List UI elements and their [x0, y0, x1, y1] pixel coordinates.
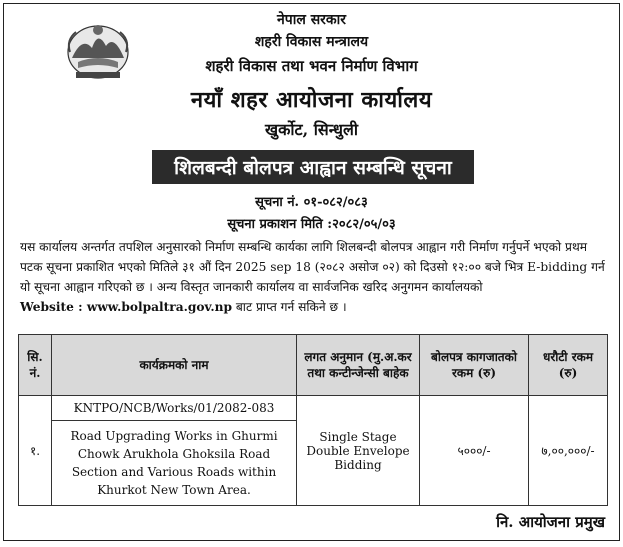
cell-deposit: ७,००,०००/- — [529, 396, 608, 506]
header-cost: लगत अनुमान (मु.अ.कर तथा कन्टीन्जेन्सी बाहेक — [297, 335, 420, 396]
body-line-3: यो सूचना आह्वान गरिएको छ । अन्य विस्तृत जानकारी कार्यालय वा सार्वजनिक खरिद अनुगमन कार्यालयको — [20, 280, 483, 294]
cell-doc-fee: ५०००/- — [420, 396, 529, 506]
office-name: नयाँ शहर आयोजना कार्यालय — [190, 87, 433, 113]
body-line-4 — [20, 297, 608, 317]
ministry-name: शहरी विकास मन्त्रालय — [254, 34, 369, 50]
cell-sn: १. — [19, 396, 52, 506]
department-name: शहरी विकास तथा भवन निर्माण विभाग — [205, 57, 418, 75]
header-sn: सि. नं. — [19, 335, 52, 396]
notice-document — [3, 3, 620, 541]
notice-title-banner: शिलबन्दी बोलपत्र आह्वान सम्बन्धि सूचना — [152, 150, 474, 184]
body-line-2: पटक सूचना प्रकाशित भएको मितिले ३१ औं दिन 2025 sep 18 (२०८२ असोज ०२) को दिउसो १२:०० बजे भित्र E-bidding गर्न — [20, 260, 605, 274]
office-location: खुर्कोट, सिन्धुली — [265, 120, 358, 139]
government-name: नेपाल सरकार — [276, 12, 346, 28]
work-reference: KNTPO/NCB/Works/01/2082-083 — [52, 396, 296, 421]
body-line-1: यस कार्यालय अन्तर्गत तपशिल अनुसारको निर्माण सम्बन्धि कार्यका लागि शिलबन्दी बोलपत्र आह्वान गरी निर्माण गर्नुपर्ने भएको प्रथम — [20, 240, 588, 254]
signatory: नि. आयोजना प्रमुख — [496, 513, 605, 531]
table-row — [19, 396, 608, 506]
website-link[interactable]: Website : www.bolpaltra.gov.np — [20, 300, 232, 314]
notice-body — [20, 237, 608, 317]
header-program: कार्यक्रमको नाम — [52, 335, 297, 396]
header-deposit: धरौटी रकम (रु) — [529, 335, 608, 396]
cell-program — [52, 396, 297, 506]
header-doc-fee: बोलपत्र कागजातको रकम (रु) — [420, 335, 529, 396]
work-name: Road Upgrading Works in Ghurmi Chowk Arukhola Ghoksila Road Section and Various Roads within Khurkot New Town Area. — [70, 429, 278, 497]
bid-table — [18, 334, 608, 506]
body-line-4-rest: बाट प्राप्त गर्न सकिने छ । — [231, 300, 347, 314]
cell-method: Single Stage Double Envelope Bidding — [297, 396, 420, 506]
notice-number: सूचना नं. ०१-०८२/०८३ — [255, 195, 368, 210]
publish-date: सूचना प्रकाशन मिति :२०८२/०५/०३ — [227, 217, 396, 232]
table-header-row — [19, 335, 608, 396]
